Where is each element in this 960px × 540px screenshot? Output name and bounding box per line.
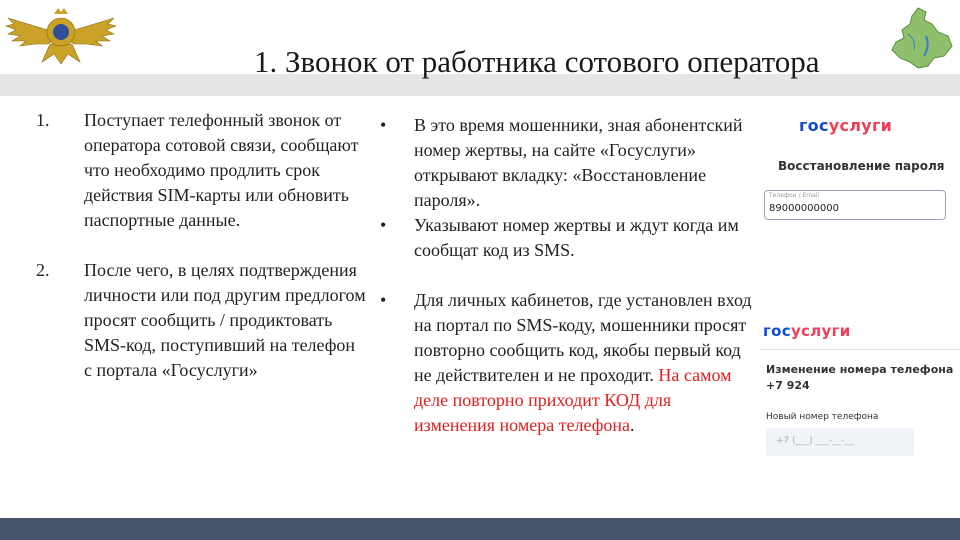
highlight-warning-text: На самом деле повторно приходит КОД для изменения номера телефона [414,365,732,435]
new-phone-placeholder: +7 (___) ___-__-__ [776,436,854,446]
region-map-icon [888,6,956,70]
slide-title: 1. Звонок от работника сотового оператора [254,44,820,79]
footer-bar [0,518,960,540]
bullet-text-main: Для личных кабинетов, где установлен вход на портал по SMS-коду, мошенники просят повторно сообщить код, якобы первый код не действителен и не проходит. [414,290,752,385]
bullet-item [380,213,752,263]
divider [760,349,960,350]
bullet-icon: • [380,215,387,235]
bullet-text-end: . [630,415,635,435]
bullet-text [414,288,752,438]
list-item [36,258,366,383]
gosuslugi-phone-change-panel [760,318,960,468]
bullet-item [380,288,752,438]
bullet-item [380,113,752,213]
gosuslugi-logo: госуслуги [799,116,893,135]
recovery-title: Восстановление пароля [778,159,945,173]
list-item [36,108,366,233]
left-numbered-list [36,108,366,408]
new-phone-label: Новый номер телефона [766,412,879,422]
list-item-text: Поступает телефонный звонок от оператора сотовой связи, сообщают что необходимо продлить срок действия SIM-карты или обновить паспортные данные. [84,110,359,230]
bullet-text: В это время мошенники, зная абонентский номер жертвы, на сайте «Госуслуги» открывают вкладку: «Восстановление пароля». [414,115,743,210]
field-label: Телефон / Email [769,192,820,199]
list-number: 2. [36,260,50,280]
current-phone: +7 924 [766,379,810,392]
bullet-icon: • [380,290,387,310]
new-phone-input[interactable] [766,428,914,456]
list-number: 1. [36,110,50,130]
phone-email-field[interactable] [764,190,946,220]
police-emblem-icon [2,4,120,66]
bullet-icon: • [380,115,387,135]
gosuslugi-logo: госуслуги [763,322,851,340]
phone-change-title: Изменение номера телефона [766,363,954,376]
right-bullet-list [380,113,752,438]
field-value: 89000000000 [769,203,839,214]
list-item-text: После чего, в целях подтверждения личности или под другим предлогом просят сообщить / продиктовать SMS-код, поступивший на телефон с портала «Госуслуги» [84,260,366,380]
gosuslugi-recovery-panel [754,100,960,240]
bullet-text: Указывают номер жертвы и ждут когда им сообщат код из SMS. [414,215,739,260]
